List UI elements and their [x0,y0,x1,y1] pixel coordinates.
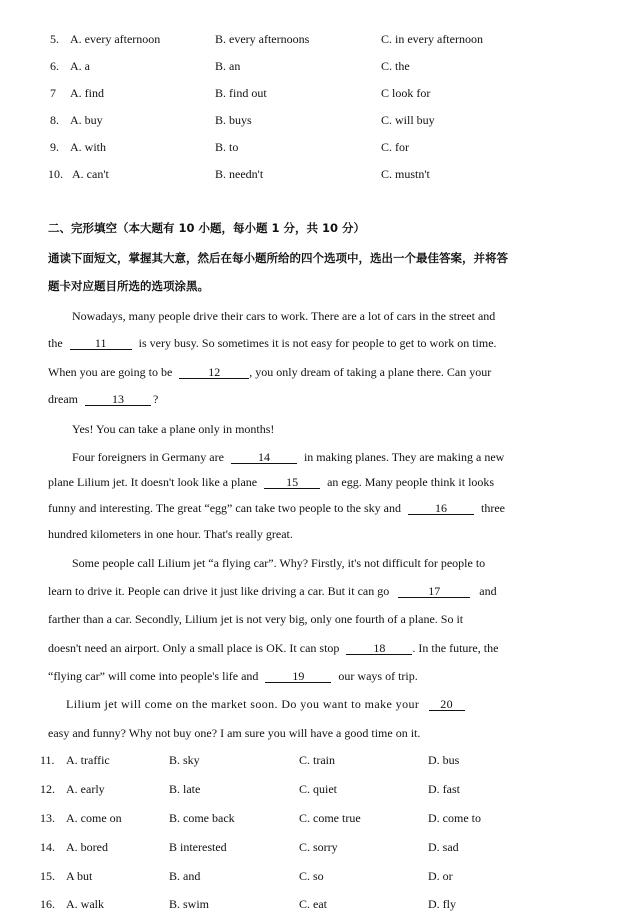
blank-12: 12 [179,366,249,379]
passage-line: easy and funny? Why not buy one? I am sure you will have a good time on it. [48,726,421,740]
passage-line: “flying car” will come into people's life and 19 our ways of trip. [48,669,418,683]
passage-line: Lilium jet will come on the market soon. Do you want to make your 20 [66,697,465,712]
option-row: 15. A but B. and C. so D. or [40,869,453,883]
blank-16: 16 [408,502,474,515]
passage-line: plane Lilium jet. It doesn't look like a plane 15 an egg. Many people think it looks [48,475,495,489]
passage-line: When you are going to be 12 , you only dream of taking a plane there. Can your [48,365,492,379]
option-row: 13. A. come on B. come back C. come true D. come to [40,811,481,825]
passage-line: Some people call Lilium jet “a flying car”. Why? Firstly, it's not difficult for people to [72,556,486,570]
option-row: 9. A. with B. to C. for [50,140,409,154]
passage-line: learn to drive it. People can drive it just like driving a car. But it can go 17 and [48,584,497,598]
passage-line: the 11 is very busy. So sometimes it is not easy for people to get to work on time. [48,336,497,350]
passage-line: Nowadays, many people drive their cars to work. There are a lot of cars in the street and [72,309,496,323]
blank-14: 14 [231,451,297,464]
blank-19: 19 [265,670,331,683]
option-row: 7 A. find B. find out C look for [50,86,431,100]
section-instruction: 通读下面短文，掌握其大意，然后在每小题所给的四个选项中，选出一个最佳答案，并将答 [48,251,508,265]
passage-line: doesn't need an airport. Only a small place is OK. It can stop 18 . In the future, the [48,641,499,655]
section-heading: 二、完形填空（本大题有 10 小题，每小题 1 分，共 10 分） [48,221,366,235]
passage-line: hundred kilometers in one hour. That's really great. [48,527,293,541]
option-row: 12. A. early B. late C. quiet D. fast [40,782,460,796]
option-row: 8. A. buy B. buys C. will buy [50,113,435,127]
blank-18: 18 [346,642,412,655]
option-row: 5. A. every afternoon B. every afternoons C. in every afternoon [50,32,483,46]
option-row: 16. A. walk B. swim C. eat D. fly [40,897,456,911]
blank-17: 17 [398,585,470,598]
blank-11: 11 [70,337,132,350]
option-row: 11. A. traffic B. sky C. train D. bus [40,753,460,767]
passage-line: farther than a car. Secondly, Lilium jet is not very big, only one fourth of a plane. So it [48,612,464,626]
passage-line: funny and interesting. The great “egg” can take two people to the sky and 16 three [48,501,505,515]
passage-line: Four foreigners in Germany are 14 in making planes. They are making a new [72,450,505,464]
passage-line: dream 13 ? [48,392,159,406]
option-row: 6. A. a B. an C. the [50,59,410,73]
blank-13: 13 [85,393,151,406]
blank-15: 15 [264,476,320,489]
section-instruction: 题卡对应题目所选的选项涂黑。 [48,279,209,293]
option-row: 14. A. bored B interested C. sorry D. sad [40,840,459,854]
passage-line: Yes! You can take a plane only in months! [72,422,275,436]
blank-20: 20 [429,698,465,711]
option-row: 10. A. can't B. needn't C. mustn't [48,167,430,181]
